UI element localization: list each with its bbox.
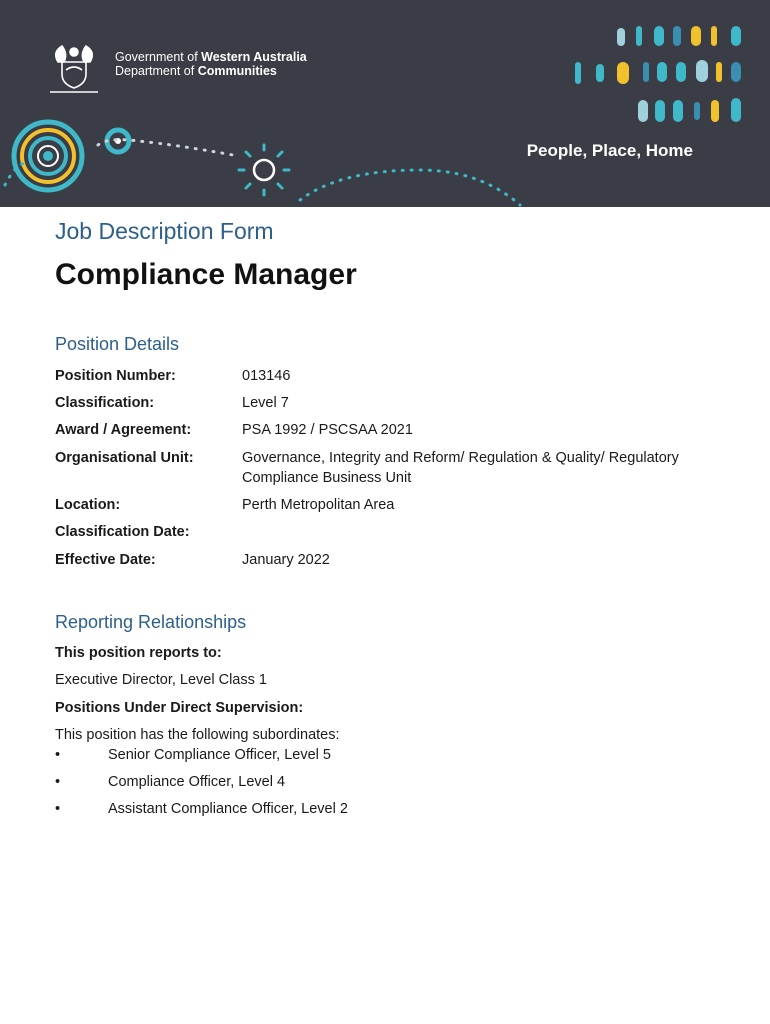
- subordinates-intro: This position has the following subordinates:: [55, 727, 340, 743]
- detail-label: Award / Agreement:: [55, 422, 192, 438]
- detail-label: Position Number:: [55, 368, 176, 384]
- detail-value: January 2022: [242, 552, 330, 568]
- bullet: •: [55, 801, 61, 817]
- circle-motif-icon: [14, 122, 82, 190]
- position-details-heading: Position Details: [55, 334, 180, 354]
- reporting-relationships-heading: Reporting Relationships: [55, 612, 247, 632]
- detail-label: Effective Date:: [55, 552, 156, 568]
- government-logo-text: Government of Western Australia Department of Communities: [115, 50, 307, 78]
- detail-value: 013146: [242, 368, 291, 384]
- reports-to-label: This position reports to:: [55, 645, 222, 661]
- header-banner: [0, 0, 770, 207]
- detail-value: Perth Metropolitan Area: [242, 497, 395, 513]
- supervision-label: Positions Under Direct Supervision:: [55, 700, 304, 716]
- detail-value: PSA 1992 / PSCSAA 2021: [242, 422, 413, 438]
- detail-label: Organisational Unit:: [55, 450, 194, 466]
- reports-to-value: Executive Director, Level Class 1: [55, 672, 267, 688]
- pattern-marks-icon: [575, 26, 741, 122]
- page-title: Compliance Manager: [55, 258, 357, 291]
- sun-motif-icon: [239, 145, 289, 195]
- decorative-artwork: [0, 0, 770, 207]
- detail-label: Classification Date:: [55, 524, 190, 540]
- detail-label: Location:: [55, 497, 121, 513]
- document-type: Job Description Form: [55, 218, 274, 244]
- bullet: •: [55, 747, 61, 763]
- detail-label: Classification:: [55, 395, 155, 411]
- detail-value: Governance, Integrity and Reform/ Regulation & Quality/ Regulatory Compliance Business Unit: [242, 450, 679, 486]
- tagline: People, Place, Home: [526, 141, 693, 160]
- detail-value: Level 7: [242, 395, 289, 411]
- coat-of-arms-icon: [50, 46, 98, 92]
- bullet: •: [55, 774, 61, 790]
